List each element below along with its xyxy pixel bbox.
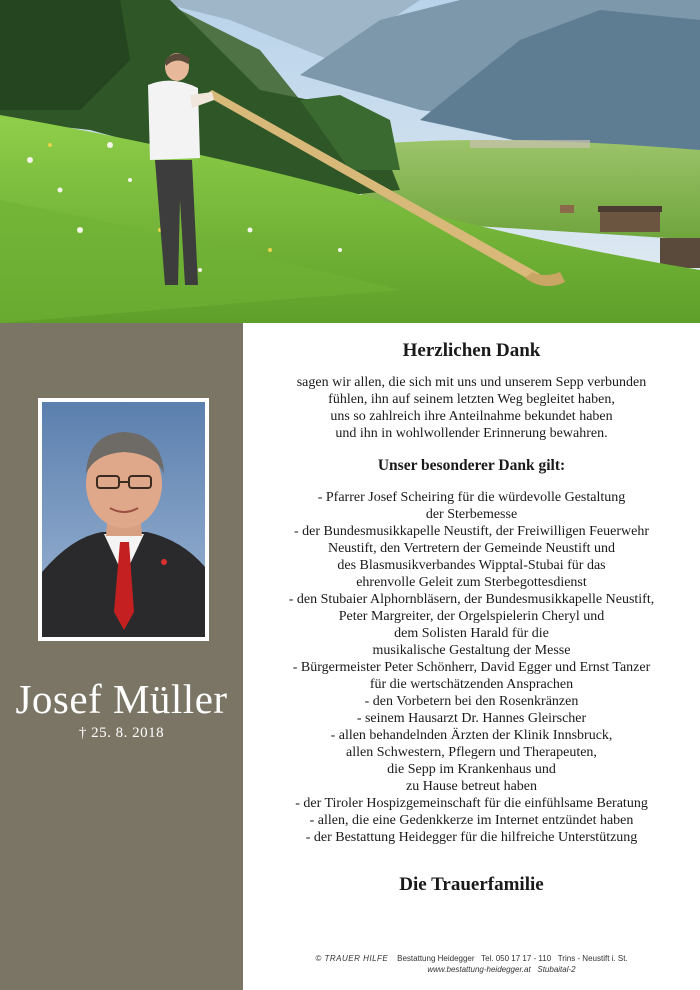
thanks-line: - seinem Hausarzt Dr. Hannes Gleirscher [356, 711, 587, 726]
intro-line: und ihn in wohlwollender Erinnerung bewahren. [335, 426, 608, 441]
thanks-line: - Bürgermeister Peter Schönherr, David Egger und Ernst Tanzer [292, 660, 651, 675]
footer-location: Trins - Neustift i. St. [557, 954, 628, 963]
intro-line: uns so zahlreich ihre Anteilnahme bekundet haben [330, 409, 613, 424]
deceased-name: Josef Müller [15, 676, 228, 722]
alphorn-player-photo [0, 0, 700, 323]
thanks-line: - den Stubaier Alphornbläsern, der Bundesmusikkapelle Neustift, [288, 592, 655, 607]
signature: Die Trauerfamilie [399, 874, 544, 895]
thanks-line: Peter Margreiter, der Orgelspielerin Cheryl und [338, 609, 605, 624]
letter-content [243, 323, 700, 990]
thanks-line: zu Hause betreut haben [406, 779, 537, 794]
hero-photo [0, 0, 700, 323]
portrait-photo [42, 402, 205, 637]
letter-heading: Herzlichen Dank [402, 340, 541, 361]
thanks-line: - der Bundesmusikkapelle Neustift, der Freiwilligen Feuerwehr [294, 524, 649, 539]
thanks-line: dem Solisten Harald für die [394, 626, 549, 641]
intro-line: fühlen, ihn auf seinem letzten Weg begleitet haben, [328, 392, 615, 407]
footer-website[interactable]: www.bestattung-heidegger.at [427, 965, 531, 974]
thanks-line: - Pfarrer Josef Scheiring für die würdevolle Gestaltung [317, 490, 626, 505]
thanks-line: ehrenvolle Geleit zum Sterbegottesdienst [356, 575, 587, 590]
sidebar-panel [0, 323, 243, 990]
death-date: † 25. 8. 2018 [78, 725, 165, 741]
thanks-line: die Sepp im Krankenhaus und [387, 762, 556, 777]
intro-paragraph [243, 374, 700, 442]
footer [243, 953, 700, 975]
footer-brand: © TRAUER HILFE [315, 954, 389, 963]
thanks-line: musikalische Gestaltung der Messe [372, 643, 571, 658]
thanks-subheading: Unser besonderer Dank gilt: [377, 457, 566, 474]
thanks-line: - den Vorbetern bei den Rosenkränzen [364, 694, 579, 709]
footer-web-line [243, 964, 700, 975]
portrait-frame [38, 398, 209, 641]
thanks-line: des Blasmusikverbandes Wipptal-Stubai für das [337, 558, 606, 573]
thanks-line: - der Tiroler Hospizgemeinschaft für die einfühlsame Beratung [295, 796, 648, 811]
thanks-line: der Sterbemesse [425, 507, 518, 522]
thanks-line: - allen, die eine Gedenkkerze im Internet entzündet haben [309, 813, 634, 828]
thanks-list [243, 489, 700, 846]
thanks-line: - allen behandelnden Ärzten der Klinik Innsbruck, [330, 728, 613, 743]
footer-phone: Tel. 050 17 17 - 110 [481, 954, 552, 963]
footer-company: Bestattung Heidegger [397, 954, 475, 963]
footer-address: Stubaital-2 [537, 965, 576, 974]
thanks-line: - der Bestattung Heidegger für die hilfreiche Unterstützung [305, 830, 638, 845]
thanks-line: für die wertschätzenden Ansprachen [369, 677, 574, 692]
thanks-line: allen Schwestern, Pflegern und Therapeuten, [346, 745, 597, 760]
intro-line: sagen wir allen, die sich mit uns und unserem Sepp verbunden [296, 375, 647, 390]
thanks-line: Neustift, den Vertretern der Gemeinde Neustift und [327, 541, 616, 556]
